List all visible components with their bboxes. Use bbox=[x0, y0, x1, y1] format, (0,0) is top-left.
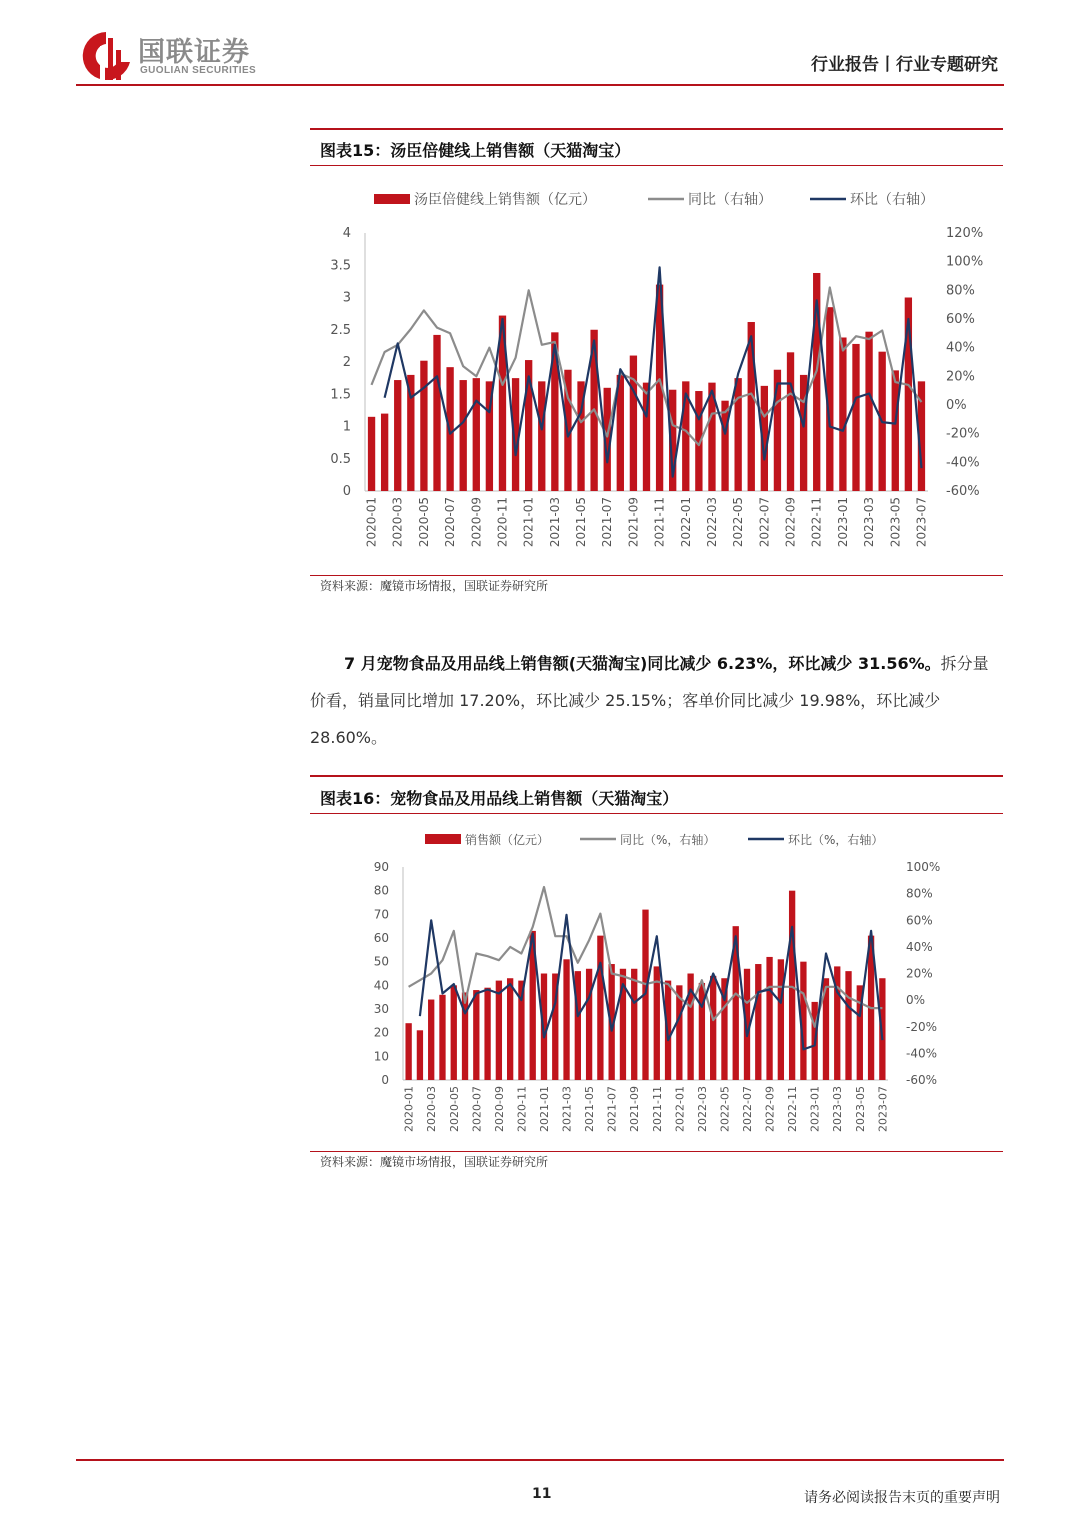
y-right-tick-label: 120% bbox=[946, 226, 984, 241]
x-tick-label: 2021-07 bbox=[600, 497, 615, 548]
x-tick-label: 2022-07 bbox=[757, 497, 772, 548]
sales-bar bbox=[734, 378, 741, 491]
y-left-tick-label: 4 bbox=[342, 226, 351, 241]
sales-bar bbox=[451, 985, 457, 1080]
figure15-bottom-rule bbox=[310, 575, 1003, 576]
y-right-tick-label: -60% bbox=[906, 1073, 938, 1087]
x-tick-label: 2023-07 bbox=[914, 497, 929, 548]
sales-bar bbox=[368, 417, 375, 491]
y-left-tick-label: 2.5 bbox=[330, 322, 351, 338]
x-tick-label: 2022-05 bbox=[731, 497, 746, 548]
sales-bar bbox=[654, 966, 660, 1080]
x-tick-label: 2023-05 bbox=[888, 497, 903, 548]
y-left-tick-label: 20 bbox=[373, 1025, 389, 1040]
x-tick-label: 2023-05 bbox=[853, 1086, 867, 1132]
y-left-tick-label: 1 bbox=[342, 419, 351, 435]
x-tick-label: 2021-05 bbox=[583, 1086, 597, 1132]
sales-bar bbox=[507, 978, 513, 1080]
figure15-chart bbox=[310, 168, 1003, 573]
y-right-tick-label: 80% bbox=[906, 886, 933, 901]
y-right-tick-label: -40% bbox=[906, 1046, 938, 1061]
x-tick-label: 2020-09 bbox=[469, 497, 484, 548]
x-tick-label: 2023-01 bbox=[808, 1086, 822, 1132]
x-tick-label: 2021-03 bbox=[560, 1086, 574, 1132]
sales-bar bbox=[473, 990, 479, 1080]
x-tick-label: 2021-11 bbox=[652, 497, 667, 548]
y-left-tick-label: 10 bbox=[373, 1049, 389, 1064]
brand-logo bbox=[78, 28, 278, 84]
x-tick-label: 2022-07 bbox=[741, 1086, 755, 1132]
sales-bar bbox=[787, 352, 794, 491]
y-left-tick-label: 50 bbox=[373, 954, 389, 969]
x-tick-label: 2021-07 bbox=[605, 1086, 619, 1132]
sales-bar bbox=[721, 401, 728, 491]
figure16-title: 图表16：宠物食品及用品线上销售额（天猫淘宝） bbox=[320, 789, 679, 808]
x-tick-label: 2023-03 bbox=[831, 1086, 845, 1132]
y-left-tick-label: 60 bbox=[373, 931, 389, 945]
logo-english-name: GUOLIAN SECURITIES bbox=[140, 65, 257, 76]
legend-label: 同比（%，右轴） bbox=[620, 833, 716, 847]
x-tick-label: 2022-01 bbox=[673, 1086, 687, 1132]
y-left-tick-label: 3 bbox=[342, 290, 351, 306]
x-tick-label: 2021-09 bbox=[626, 497, 641, 548]
legend-label: 环比（%，右轴） bbox=[788, 833, 884, 847]
x-tick-label: 2023-07 bbox=[876, 1086, 890, 1132]
y-right-tick-label: -20% bbox=[946, 426, 980, 442]
y-right-tick-label: 60% bbox=[906, 913, 933, 928]
x-tick-label: 2022-09 bbox=[763, 1086, 777, 1132]
y-left-tick-label: 1.5 bbox=[330, 387, 351, 403]
figure16-top-rule bbox=[310, 775, 1003, 777]
footer-divider bbox=[76, 1459, 1004, 1461]
x-tick-label: 2022-09 bbox=[783, 497, 798, 548]
y-right-tick-label: 20% bbox=[946, 369, 975, 385]
guolian-logo-icon bbox=[78, 28, 134, 84]
legend-swatch-bar bbox=[374, 194, 410, 204]
legend-label: 汤臣倍健线上销售额（亿元） bbox=[414, 192, 596, 208]
sales-bar bbox=[865, 332, 872, 491]
legend-label: 销售额（亿元） bbox=[465, 833, 550, 847]
x-tick-label: 2020-05 bbox=[416, 497, 431, 548]
y-left-tick-label: 80 bbox=[373, 883, 389, 898]
paragraph-body: 拆分量价看，销量同比增加 17.20%，环比减少 25.15%；客单价同比减少 19.98%，环比减少 28.60%。 bbox=[310, 654, 989, 747]
report-category: 行业报告丨行业专题研究 bbox=[811, 55, 998, 75]
paragraph-lead: 7 月宠物食品及用品线上销售额(天猫淘宝)同比减少 6.23%，环比减少 31.56%。 bbox=[344, 654, 941, 673]
sales-bar bbox=[439, 995, 445, 1080]
legend-swatch-bar bbox=[425, 834, 461, 844]
figure16-title-rule bbox=[310, 813, 1003, 814]
y-right-tick-label: 0% bbox=[906, 993, 926, 1008]
analysis-paragraph bbox=[310, 645, 1004, 756]
x-tick-label: 2022-11 bbox=[786, 1086, 800, 1132]
sales-bar bbox=[460, 380, 467, 491]
figure16-source: 资料来源：魔镜市场情报，国联证券研究所 bbox=[320, 1155, 549, 1169]
y-right-tick-label: 100% bbox=[906, 860, 941, 874]
header-divider bbox=[76, 84, 1004, 86]
x-tick-label: 2022-03 bbox=[704, 497, 719, 548]
figure15-title: 图表15：汤臣倍健线上销售额（天猫淘宝） bbox=[320, 141, 631, 160]
x-tick-label: 2022-01 bbox=[678, 497, 693, 548]
y-right-tick-label: 20% bbox=[906, 966, 933, 981]
sales-bar bbox=[778, 959, 784, 1080]
sales-bar bbox=[845, 971, 851, 1080]
figure16-bottom-rule bbox=[310, 1151, 1003, 1152]
sales-bar bbox=[407, 375, 414, 491]
sales-bar bbox=[631, 969, 637, 1080]
sales-bar bbox=[538, 381, 545, 491]
sales-bar bbox=[630, 356, 637, 491]
page-number: 11 bbox=[532, 1486, 552, 1502]
sales-bar bbox=[766, 957, 772, 1080]
sales-bar bbox=[433, 335, 440, 491]
x-tick-label: 2021-09 bbox=[628, 1086, 642, 1132]
legend-label: 同比（右轴） bbox=[688, 192, 772, 208]
sales-bar bbox=[484, 988, 490, 1080]
sales-bar bbox=[586, 969, 592, 1080]
x-tick-label: 2020-11 bbox=[515, 1086, 529, 1132]
sales-bar bbox=[852, 344, 859, 491]
legend-label: 环比（右轴） bbox=[850, 192, 934, 208]
y-left-tick-label: 90 bbox=[373, 860, 389, 874]
logo-chinese-name: 国联证券 bbox=[138, 37, 250, 68]
figure15-top-rule bbox=[310, 128, 1003, 130]
x-tick-label: 2021-01 bbox=[521, 497, 536, 548]
y-left-tick-label: 0.5 bbox=[330, 451, 351, 467]
y-left-tick-label: 70 bbox=[373, 907, 389, 922]
x-tick-label: 2021-01 bbox=[537, 1086, 551, 1132]
sales-bar bbox=[428, 1000, 434, 1080]
x-tick-label: 2023-03 bbox=[862, 497, 877, 548]
x-tick-label: 2021-11 bbox=[650, 1086, 664, 1132]
sales-bar bbox=[839, 337, 846, 491]
x-tick-label: 2020-11 bbox=[495, 497, 510, 548]
figure16-chart bbox=[310, 816, 1003, 1150]
x-tick-label: 2020-03 bbox=[390, 497, 405, 548]
y-right-tick-label: 60% bbox=[946, 312, 975, 327]
x-tick-label: 2020-07 bbox=[470, 1086, 484, 1132]
x-tick-label: 2022-11 bbox=[809, 497, 824, 548]
sales-bar bbox=[473, 378, 480, 491]
sales-bar bbox=[789, 891, 795, 1080]
sales-bar bbox=[394, 380, 401, 491]
sales-bar bbox=[563, 959, 569, 1080]
x-tick-label: 2020-05 bbox=[447, 1086, 461, 1132]
x-tick-label: 2022-03 bbox=[695, 1086, 709, 1132]
sales-bar bbox=[748, 322, 755, 491]
x-tick-label: 2020-07 bbox=[443, 497, 458, 548]
disclaimer-note: 请务必阅读报告末页的重要声明 bbox=[804, 1490, 1000, 1506]
sales-bar bbox=[496, 981, 502, 1080]
x-tick-label: 2020-01 bbox=[402, 1086, 416, 1132]
x-tick-label: 2021-05 bbox=[574, 497, 589, 548]
y-right-tick-label: 40% bbox=[906, 939, 933, 954]
x-tick-label: 2022-05 bbox=[718, 1086, 732, 1132]
sales-bar bbox=[892, 370, 899, 491]
sales-bar bbox=[405, 1023, 411, 1080]
sales-bar bbox=[417, 1030, 423, 1080]
y-left-tick-label: 0 bbox=[342, 484, 351, 499]
y-right-tick-label: 100% bbox=[946, 254, 984, 270]
y-right-tick-label: 40% bbox=[946, 340, 975, 356]
y-left-tick-label: 2 bbox=[342, 355, 351, 370]
figure15-source: 资料来源：魔镜市场情报，国联证券研究所 bbox=[320, 579, 549, 593]
x-tick-label: 2020-01 bbox=[364, 497, 379, 548]
y-right-tick-label: 0% bbox=[946, 398, 967, 413]
y-left-tick-label: 40 bbox=[373, 978, 389, 993]
x-tick-label: 2023-01 bbox=[835, 497, 850, 548]
y-right-tick-label: -40% bbox=[946, 455, 980, 471]
x-tick-label: 2020-03 bbox=[425, 1086, 439, 1132]
sales-bar bbox=[597, 936, 603, 1080]
y-right-tick-label: 80% bbox=[946, 283, 975, 299]
sales-bar bbox=[755, 964, 761, 1080]
sales-bar bbox=[381, 414, 388, 491]
y-left-tick-label: 0 bbox=[381, 1073, 389, 1087]
y-left-tick-label: 3.5 bbox=[330, 258, 351, 274]
y-right-tick-label: -20% bbox=[906, 1019, 938, 1034]
sales-bar bbox=[420, 361, 427, 491]
y-left-tick-label: 30 bbox=[373, 1002, 389, 1016]
sales-bar bbox=[710, 976, 716, 1080]
x-tick-label: 2020-09 bbox=[492, 1086, 506, 1132]
x-tick-label: 2021-03 bbox=[547, 497, 562, 548]
y-right-tick-label: -60% bbox=[946, 484, 980, 499]
figure15-title-rule bbox=[310, 165, 1003, 166]
